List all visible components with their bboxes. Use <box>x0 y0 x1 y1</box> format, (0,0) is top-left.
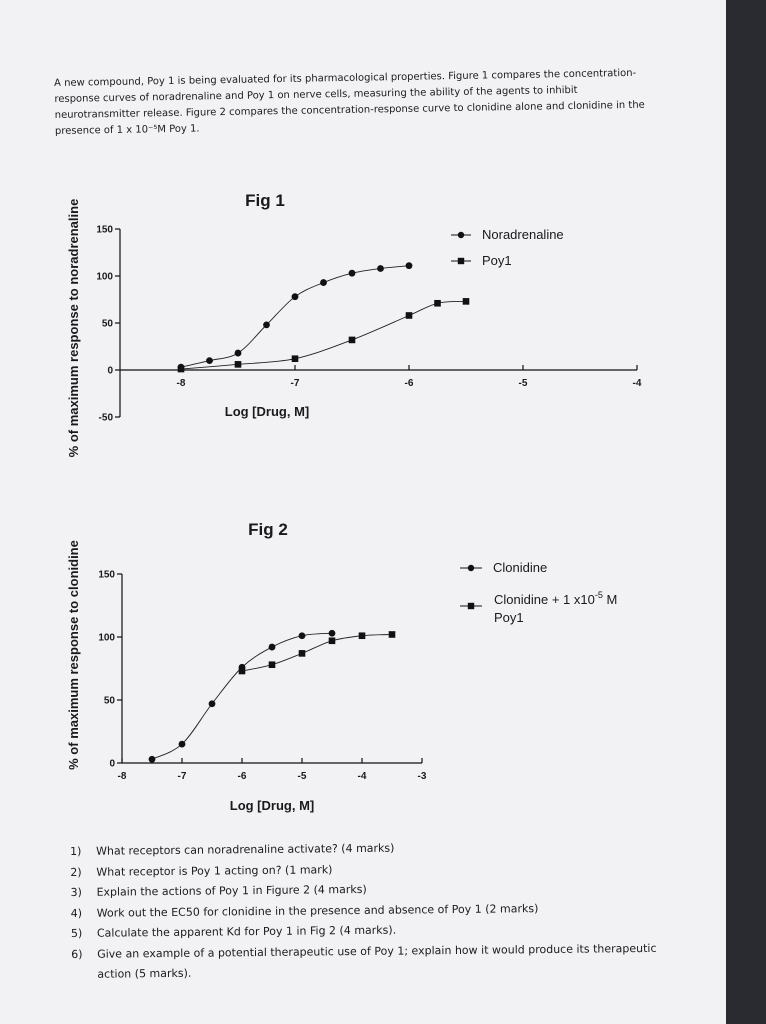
y-tick-label: 50 <box>103 695 115 707</box>
question-number: 5) <box>70 926 83 940</box>
axes <box>98 570 427 783</box>
legend-marker-poy1 <box>458 258 464 264</box>
legend-unit: M <box>602 592 618 607</box>
legend-label-poy1: Poy1 <box>482 253 512 268</box>
x-axis-label: Log [Drug, M] <box>224 404 310 419</box>
x-tick-label: -6 <box>237 771 247 782</box>
x-tick-label: -4 <box>357 771 367 782</box>
legend-marker-clonidine-poy1 <box>468 603 474 609</box>
legend-marker-clonidine <box>468 565 474 571</box>
data-point-circle <box>377 265 384 272</box>
data-point-square <box>299 650 306 657</box>
legend-label-noradrenaline: Noradrenaline <box>482 227 564 242</box>
data-point-circle <box>329 630 336 637</box>
curves <box>152 633 392 759</box>
question-number: 1) <box>70 844 82 858</box>
question-number: 4) <box>70 906 83 920</box>
data-point-circle <box>292 293 299 300</box>
y-tick-label: 0 <box>109 758 115 770</box>
data-point-square <box>329 637 336 644</box>
y-tick-label: 100 <box>98 632 115 644</box>
data-point-square <box>349 337 356 344</box>
question-item <box>71 938 671 985</box>
x-tick-label: -7 <box>177 771 187 782</box>
data-point-square <box>389 631 396 638</box>
legend-marker-noradrenaline <box>458 232 464 238</box>
legend-label-clonidine-poy1 <box>494 590 617 607</box>
legend <box>460 560 617 625</box>
x-tick-label: -3 <box>417 771 427 782</box>
x-axis-label: Log [Drug, M] <box>229 798 315 813</box>
data-point-square <box>235 361 242 368</box>
x-tick-label: -8 <box>117 771 127 782</box>
data-point-circle <box>299 632 306 639</box>
data-point-square <box>406 312 413 319</box>
question-number: 2) <box>70 865 82 879</box>
data-point-circle <box>206 357 213 364</box>
figure-2-chart <box>0 510 726 830</box>
data-point-circle <box>263 321 270 328</box>
data-point-circle <box>149 756 156 763</box>
legend-exponent: -5 <box>594 590 603 600</box>
data-point-square <box>292 355 299 362</box>
y-tick-label: 50 <box>101 318 113 330</box>
axes <box>96 225 642 424</box>
series-line-1 <box>181 266 409 368</box>
y-tick-label: 150 <box>98 569 115 581</box>
y-axis-label: % of maximum response to noradrenaline <box>66 198 81 458</box>
data-point-circle <box>179 741 186 748</box>
legend-text-part: Clonidine + 1 x10 <box>494 592 595 607</box>
markers <box>149 630 396 763</box>
data-point-circle <box>320 279 327 286</box>
y-axis-label: % of maximum response to clonidine <box>66 540 81 770</box>
question-text: What receptor is Poy 1 acting on? (1 mark) <box>96 862 333 879</box>
data-point-square <box>359 632 366 639</box>
series-line-2 <box>181 301 466 369</box>
question-text: Explain the actions of Poy 1 in Figure 2 (4 marks) <box>96 882 367 899</box>
y-tick-label: -50 <box>98 412 113 424</box>
data-point-square <box>463 298 470 305</box>
question-text: Give an example of a potential therapeutic use of Poy 1; explain how it would produce its therapeutic action (5 marks). <box>97 941 657 981</box>
markers <box>178 262 470 372</box>
legend-label-poy1-line2: Poy1 <box>494 610 524 625</box>
questions-list <box>70 836 671 986</box>
data-point-square <box>434 300 441 307</box>
x-tick-label: -7 <box>290 378 300 389</box>
data-point-circle <box>269 644 276 651</box>
intro-paragraph: A new compound, Poy 1 is being evaluated for its pharmacological properties. Figure 1 compares the concentration-response curves of noradrenaline and Poy 1 on nerve cells, measuring the ability of the agents to inhibit neurotransmitter release. Figure 2 compares the concentration-response curve to clonidine alone and clonidine in the presence of 1 x 10⁻⁵M Poy 1. <box>54 67 645 137</box>
data-point-square <box>269 661 276 668</box>
x-tick-label: -4 <box>632 378 642 389</box>
question-number: 3) <box>70 885 82 899</box>
data-point-square <box>178 366 185 373</box>
data-point-circle <box>235 350 242 357</box>
data-point-circle <box>349 270 356 277</box>
legend-label-clonidine: Clonidine <box>493 560 548 575</box>
x-tick-label: -8 <box>176 378 186 389</box>
y-tick-label: 0 <box>107 365 113 377</box>
x-tick-label: -6 <box>404 378 414 389</box>
question-text: What receptors can noradrenaline activate? (4 marks) <box>96 841 395 858</box>
data-point-circle <box>209 700 216 707</box>
data-point-circle <box>406 262 413 269</box>
y-tick-label: 100 <box>96 271 113 283</box>
data-point-square <box>239 668 246 675</box>
x-tick-label: -5 <box>297 771 307 782</box>
chart-title: Fig 1 <box>245 191 285 210</box>
series-line-2 <box>242 634 392 671</box>
chart-title: Fig 2 <box>248 520 288 539</box>
question-text: Calculate the apparent Kd for Poy 1 in Fig 2 (4 marks). <box>96 923 397 940</box>
legend <box>451 227 564 268</box>
figure-1-chart <box>0 180 726 500</box>
x-tick-label: -5 <box>518 378 528 389</box>
y-tick-label: 150 <box>96 224 113 236</box>
question-number: 6) <box>71 947 83 961</box>
question-text: Work out the EC50 for clonidine in the presence and absence of Poy 1 (2 marks) <box>96 901 539 920</box>
